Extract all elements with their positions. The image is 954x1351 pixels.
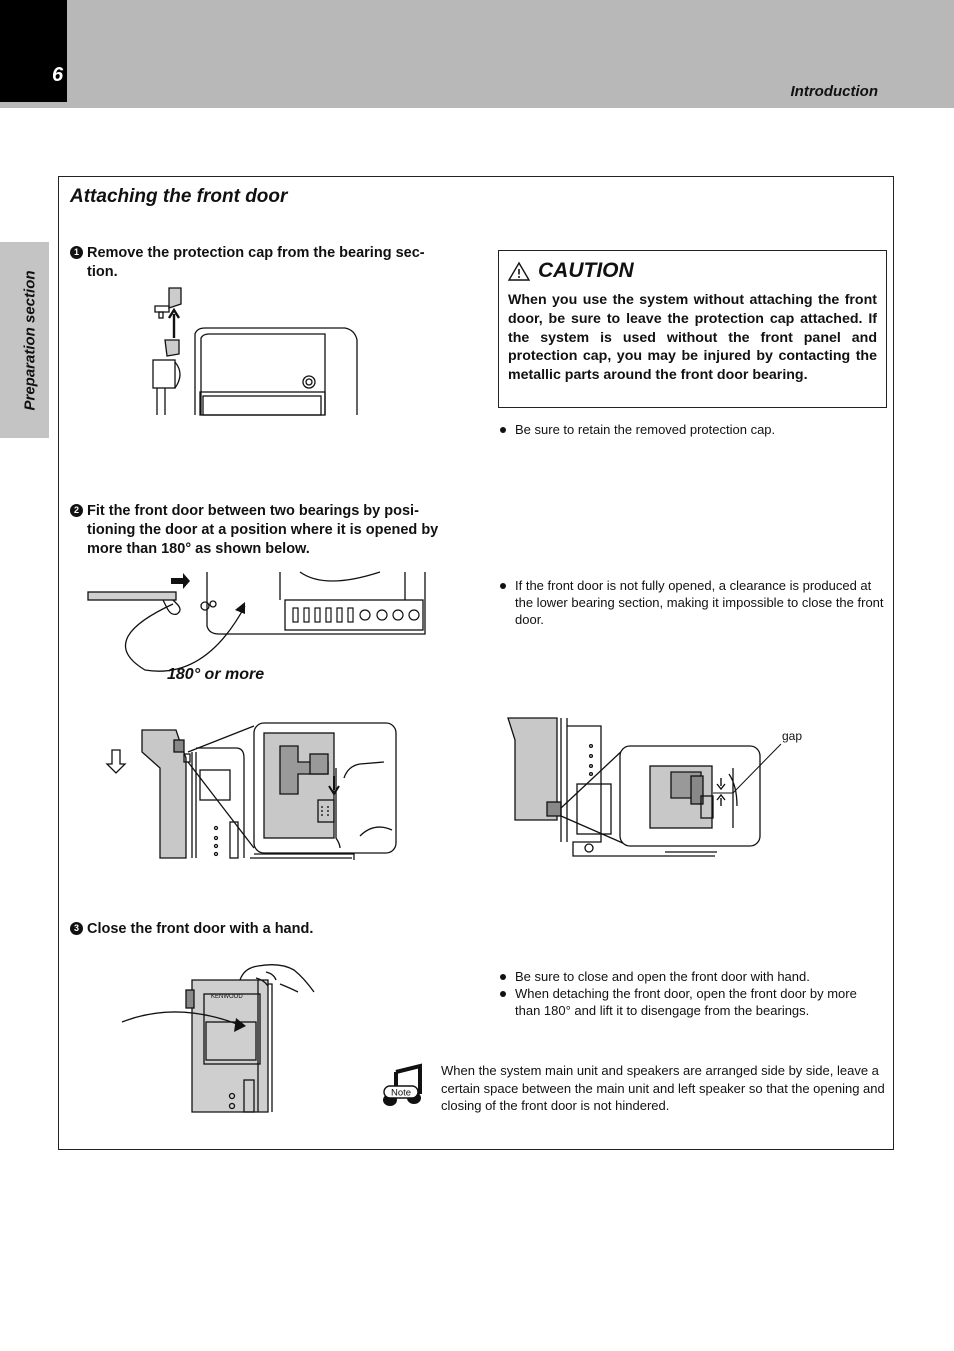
figure-gap <box>505 716 795 861</box>
bullet-dot <box>500 974 506 980</box>
figure-insert-door <box>104 718 399 860</box>
page-number: 6 <box>52 64 64 86</box>
page-title: Attaching the front door <box>70 186 288 207</box>
caution-text: When you use the system without attaching the front door, be sure to leave the protection cap attached. If the system is used without the front panel and protection cap, you may be injured by contacting the metallic parts around the front door bearing. <box>508 292 877 384</box>
warning-triangle-icon <box>508 262 530 281</box>
arrow-right-icon <box>171 573 190 589</box>
angle-arc <box>125 604 245 671</box>
figure-close-door <box>118 960 323 1114</box>
section-heading: Introduction <box>790 83 878 100</box>
bullet-dot <box>500 427 506 433</box>
note-text: When the system main unit and speakers are arranged side by side, leave a certain space between the main unit and left speaker so that the opening and closing of the front door is not hindered. <box>441 1063 885 1113</box>
angle-label: 180° or more <box>167 666 265 683</box>
bullet-item: Be sure to close and open the front door with hand. <box>500 968 885 985</box>
step-number: 1 <box>70 246 83 259</box>
step-text: Close the front door with a hand. <box>87 921 314 937</box>
step-number: 2 <box>70 504 83 517</box>
arrow-down-icon <box>107 750 125 773</box>
note-badge: Note <box>390 1087 412 1099</box>
step-number: 3 <box>70 922 83 935</box>
bullet-dot <box>500 991 506 997</box>
step-text: Remove the protection cap from the bearing sec-tion. <box>87 245 425 280</box>
bullet-item: When detaching the front door, open the front door by more than 180° and lift it to disengage from the bearings. <box>500 985 885 1019</box>
arrow-up-icon <box>169 310 179 338</box>
front-panel-buttons <box>293 608 419 622</box>
figure-remove-cap <box>145 284 360 416</box>
step-3 <box>70 920 455 939</box>
note-music-icon <box>382 1064 426 1108</box>
caution-title: CAUTION <box>538 259 634 282</box>
bullet-item: Be sure to retain the removed protection cap. <box>500 421 885 438</box>
brand-logo: KENWOOD <box>211 994 243 1000</box>
gap-label: gap <box>782 729 803 743</box>
step-text: Fit the front door between two bearings by posi-tioning the door at a position where it is opened by more than 180° as shown below. <box>87 503 439 557</box>
caution-box <box>498 250 887 408</box>
figure-door-open <box>85 570 430 670</box>
bullet-item: If the front door is not fully opened, a clearance is produced at the lower bearing section, making it impossible to close the front door. <box>500 577 885 628</box>
bullet-dot <box>500 583 506 589</box>
side-label: Preparation section <box>21 269 39 411</box>
step-2 <box>70 502 462 559</box>
step-1 <box>70 244 455 282</box>
